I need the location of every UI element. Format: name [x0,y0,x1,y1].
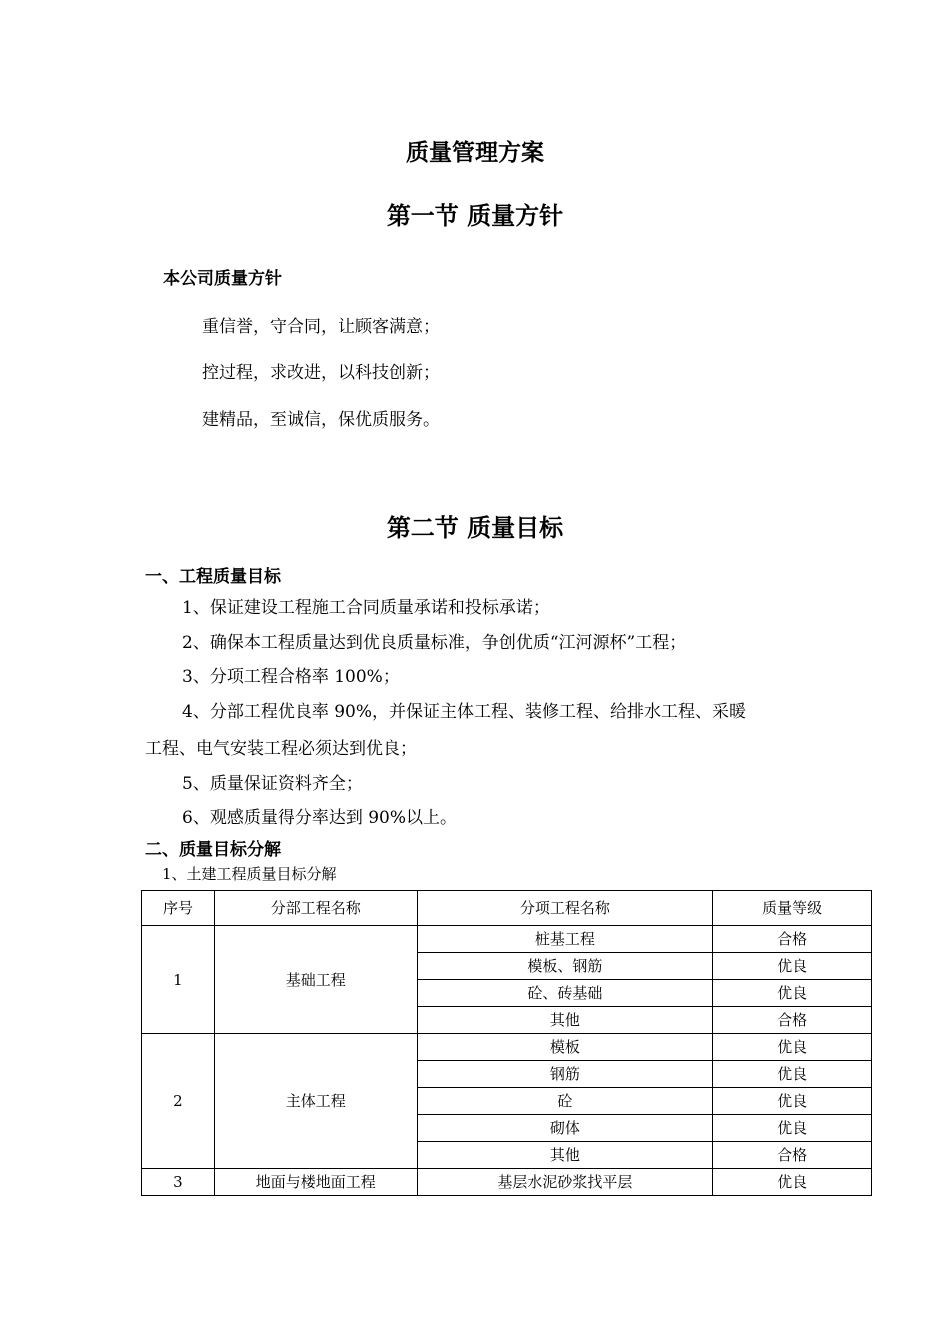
cell-no: 2 [142,1034,215,1169]
header-subitem: 分项工程名称 [417,891,713,926]
cell-subitem: 模板、钢筋 [417,953,713,980]
cell-grade: 优良 [713,1115,872,1142]
table-row [142,1169,872,1196]
table-header-row [142,891,872,926]
policy-line: 建精品，至诚信，保优质服务。 [202,410,440,430]
cell-subitem: 砌体 [417,1115,713,1142]
cell-grade: 优良 [713,1088,872,1115]
quality-target-table [141,890,872,1196]
cell-grade: 优良 [713,1034,872,1061]
cell-subitem: 模板 [417,1034,713,1061]
quality-goal-heading: 一、工程质量目标 [145,567,281,587]
cell-subitem: 砼、砖基础 [417,980,713,1007]
cell-subitem: 砼 [417,1088,713,1115]
cell-division: 地面与楼地面工程 [214,1169,417,1196]
policy-subheading: 本公司质量方针 [163,269,282,289]
cell-grade: 优良 [713,1169,872,1196]
goal-item: 2、确保本工程质量达到优良质量标准，争创优质“江河源杯”工程； [182,633,687,653]
cell-grade: 优良 [713,980,872,1007]
cell-subitem: 桩基工程 [417,926,713,953]
goal-item: 1、保证建设工程施工合同质量承诺和投标承诺； [182,598,550,618]
goal-item: 4、分部工程优良率 90%，并保证主体工程、装修工程、给排水工程、采暖 [182,702,747,722]
cell-grade: 合格 [713,1007,872,1034]
goal-item: 5、质量保证资料齐全； [182,774,363,794]
header-grade: 质量等级 [713,891,872,926]
cell-grade: 合格 [713,926,872,953]
cell-subitem: 其他 [417,1007,713,1034]
cell-grade: 优良 [713,1061,872,1088]
policy-line: 重信誉，守合同，让顾客满意； [202,317,440,337]
document-title: 质量管理方案 [406,140,544,166]
goal-item: 6、观感质量得分率达到 90%以上。 [182,808,458,828]
cell-subitem: 基层水泥砂浆找平层 [417,1169,713,1196]
cell-division: 主体工程 [214,1034,417,1169]
cell-no: 1 [142,926,215,1034]
table-row [142,926,872,953]
cell-no: 3 [142,1169,215,1196]
table-row [142,1034,872,1061]
goal-breakdown-heading: 二、质量目标分解 [145,840,281,860]
section2-heading: 第二节 质量目标 [386,514,564,542]
cell-subitem: 其他 [417,1142,713,1169]
goal-item: 3、分项工程合格率 100%； [182,667,400,687]
goal-item-continuation: 工程、电气安装工程必须达到优良； [145,739,417,759]
header-division: 分部工程名称 [214,891,417,926]
table-caption: 1、土建工程质量目标分解 [162,865,337,883]
cell-division: 基础工程 [214,926,417,1034]
cell-subitem: 钢筋 [417,1061,713,1088]
section1-heading: 第一节 质量方针 [386,202,564,230]
policy-line: 控过程，求改进，以科技创新； [202,363,440,383]
cell-grade: 优良 [713,953,872,980]
cell-grade: 合格 [713,1142,872,1169]
header-no: 序号 [142,891,215,926]
